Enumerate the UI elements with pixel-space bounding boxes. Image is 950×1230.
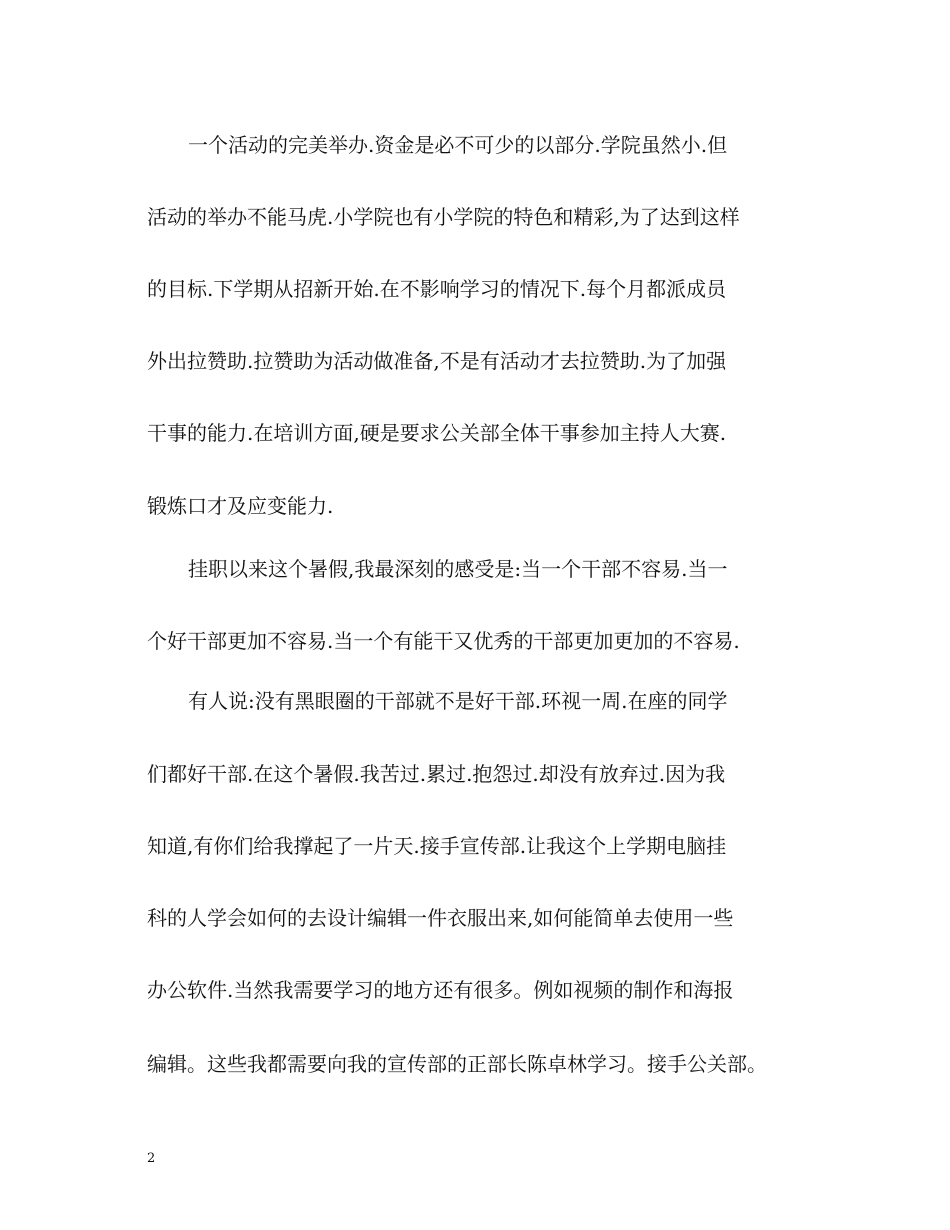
text-line: 个好干部更加不容易.当一个有能干又优秀的干部更加更加的不容易. xyxy=(147,629,740,653)
text-line: 们都好干部.在这个暑假.我苦过.累过.抱怨过.却没有放弃过.因为我 xyxy=(147,762,726,786)
text-line: 干事的能力.在培训方面,硬是要求公关部全体干事参加主持人大赛. xyxy=(147,421,727,445)
text-line: 科的人学会如何的去设计编辑一件衣服出来,如何能简单去使用一些 xyxy=(147,906,734,930)
text-line: 活动的举办不能马虎.小学院也有小学院的特色和精彩,为了达到这样 xyxy=(147,205,740,229)
text-line: 的目标.下学期从招新开始.在不影响学习的情况下.每个月都派成员 xyxy=(147,277,727,301)
page-number: 2 xyxy=(147,1151,156,1166)
text-line: 一个活动的完美举办.资金是必不可少的以部分.学院虽然小.但 xyxy=(188,133,728,157)
text-line: 有人说:没有黑眼圈的干部就不是好干部.环视一周.在座的同学 xyxy=(188,689,728,713)
text-line: 知道,有你们给我撑起了一片天.接手宣传部.让我这个上学期电脑挂 xyxy=(147,834,727,858)
text-line: 办公软件.当然我需要学习的地方还有很多。例如视频的制作和海报 xyxy=(147,978,734,1002)
text-line: 锻炼口才及应变能力. xyxy=(147,494,334,518)
text-line: 挂职以来这个暑假,我最深刻的感受是:当一个干部不容易.当一 xyxy=(188,557,728,581)
text-line: 编辑。这些我都需要向我的宣传部的正部长陈卓林学习。接手公关部。 xyxy=(147,1052,767,1076)
text-line: 外出拉赞助.拉赞助为活动做准备,不是有活动才去拉赞助.为了加强 xyxy=(147,349,727,373)
